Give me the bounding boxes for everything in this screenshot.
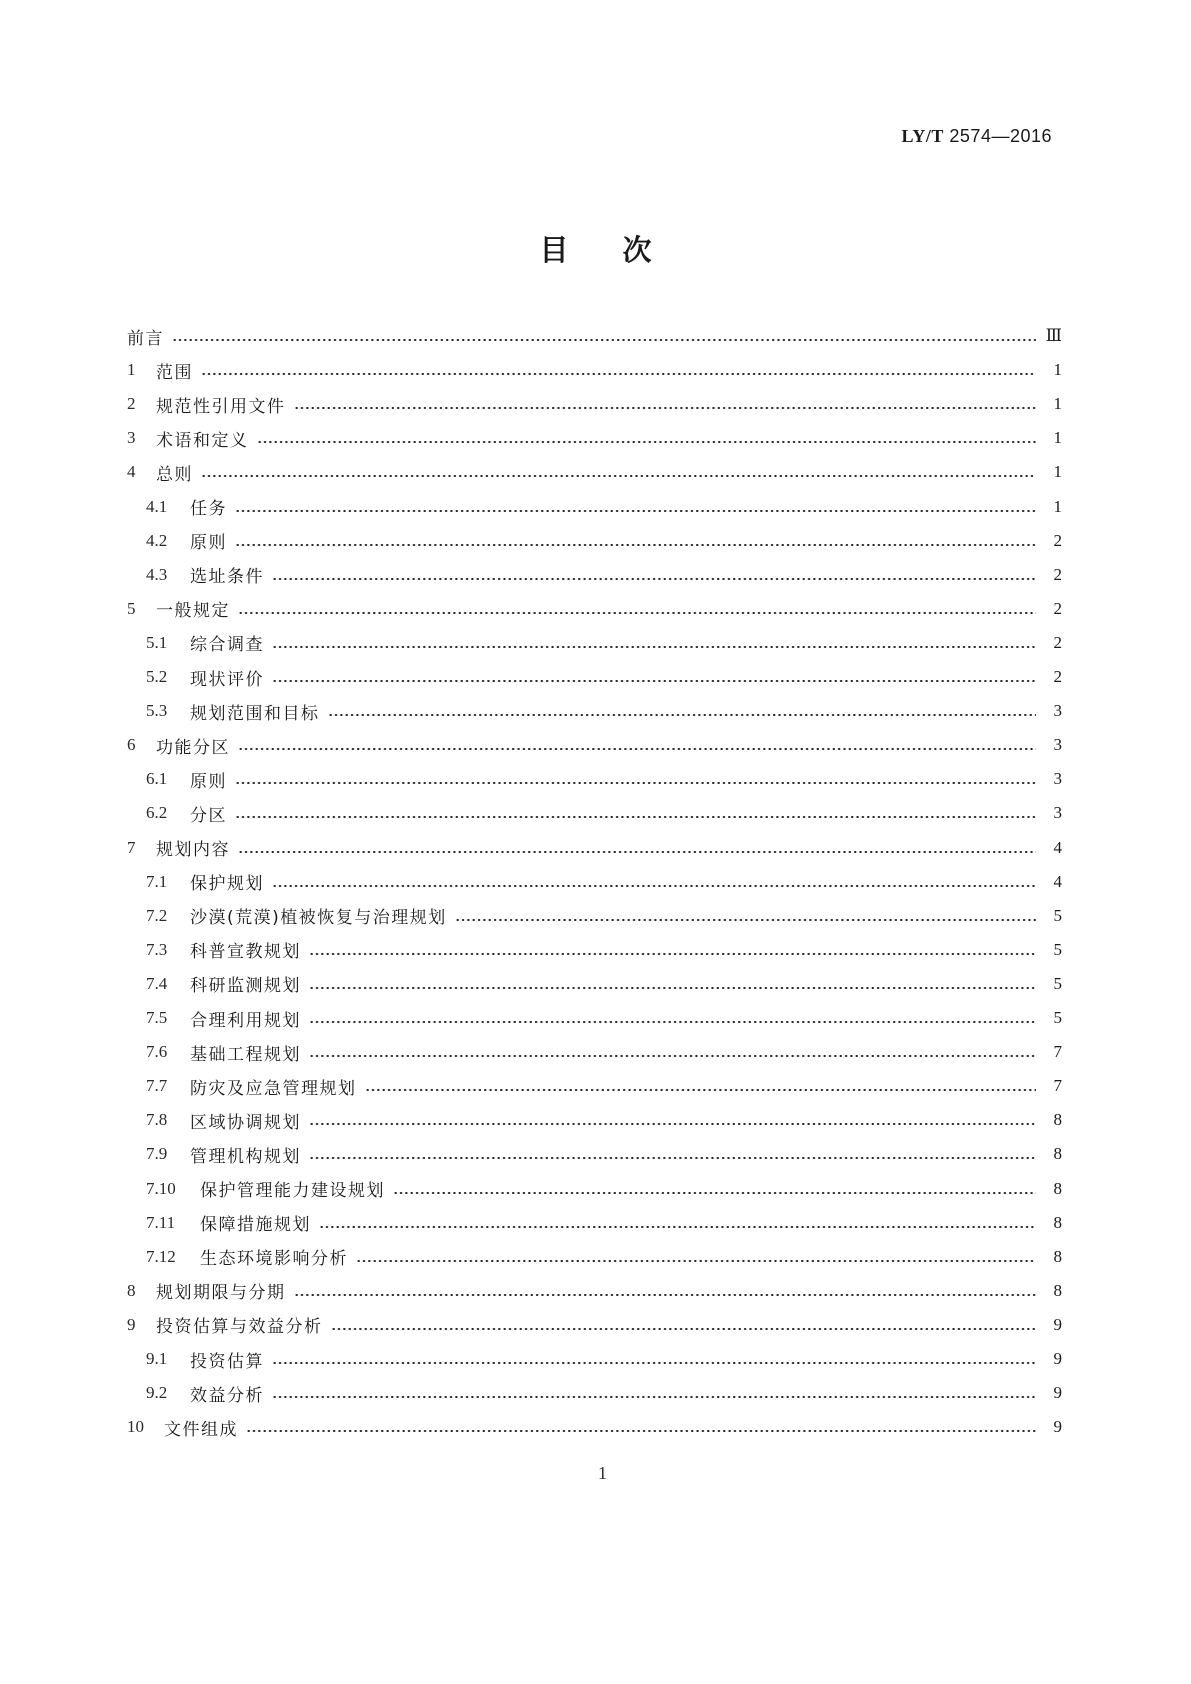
dot-leader (272, 1396, 1036, 1398)
toc-entry-number: 7.5 (146, 1008, 168, 1027)
standard-prefix: LY/T (901, 126, 944, 146)
toc-entry-page: 8 (1053, 1280, 1062, 1300)
toc-entry-page: 2 (1053, 667, 1062, 686)
toc-entry-label: 生态环境影响分析 (200, 1249, 348, 1270)
toc-entry[interactable] (0, 1004, 1191, 1032)
page-number: 1 (598, 1463, 607, 1483)
dot-leader (246, 1430, 1036, 1432)
toc-entry[interactable] (0, 458, 1191, 486)
toc-entry[interactable] (0, 1209, 1191, 1237)
toc-entry-label: 基础工程规划 (190, 1044, 301, 1065)
dot-leader (455, 919, 1036, 921)
dot-leader (235, 544, 1036, 546)
dot-leader (238, 851, 1036, 853)
toc-entry[interactable] (0, 390, 1191, 418)
toc-entry-page: 9 (1053, 1417, 1062, 1437)
toc-entry-number: 9.1 (146, 1349, 168, 1368)
dot-leader (294, 407, 1037, 409)
toc-entry[interactable] (0, 936, 1191, 964)
toc-entry-page: 5 (1053, 939, 1062, 959)
toc-entry-page: 8 (1053, 1144, 1062, 1164)
toc-entry[interactable] (0, 902, 1191, 930)
dot-leader (238, 748, 1036, 750)
toc-entry-number: 1 (127, 360, 136, 380)
dot-leader (235, 816, 1036, 818)
toc-entry-number: 5.3 (146, 701, 168, 721)
toc-entry-number: 8 (127, 1280, 136, 1300)
toc-entry-number: 2 (127, 394, 136, 414)
toc-entry-page: 1 (1053, 360, 1062, 380)
toc-entry[interactable] (0, 1106, 1191, 1134)
standard-code (902, 126, 1052, 147)
toc-entry[interactable] (0, 834, 1191, 862)
toc-entry-page: 5 (1053, 905, 1062, 925)
dot-leader (257, 441, 1037, 443)
dot-leader (201, 373, 1036, 375)
toc-entry-number: 9 (127, 1314, 136, 1334)
toc-entry-page: 2 (1053, 598, 1062, 618)
toc-entry-label: 前言 (127, 328, 164, 349)
toc-entry-label: 管理机构规划 (190, 1146, 301, 1167)
toc-entry-label: 功能分区 (156, 737, 230, 758)
dot-leader (328, 714, 1037, 716)
dot-leader (235, 510, 1036, 512)
toc-entry-label: 沙漠(荒漠)植被恢复与治理规划 (190, 908, 447, 929)
toc-entry-number: 4 (127, 462, 136, 482)
toc-entry[interactable] (0, 424, 1191, 452)
toc-entry-number: 5.1 (146, 632, 168, 652)
toc-entry-label: 原则 (190, 771, 227, 792)
dot-leader (272, 578, 1036, 580)
dot-leader (309, 987, 1036, 989)
toc-entry-page: 8 (1053, 1110, 1062, 1130)
toc-entry-page: 9 (1053, 1314, 1062, 1334)
toc-entry-label: 科研监测规划 (190, 976, 301, 997)
toc-title: 目次 (539, 233, 706, 267)
toc-entry-number: 5 (127, 598, 136, 618)
toc-entry-number: 7.10 (146, 1178, 176, 1198)
toc-entry-number: 9.2 (146, 1383, 168, 1403)
dot-leader (309, 1123, 1036, 1125)
toc-entry-label: 保护管理能力建设规划 (200, 1181, 385, 1201)
toc-entry-page: 8 (1053, 1212, 1062, 1232)
toc-entry-number: 7.1 (146, 871, 168, 891)
toc-entry-number: 7.4 (146, 973, 168, 993)
dot-leader (172, 339, 1036, 341)
standard-number: 2574—2016 (949, 126, 1052, 146)
toc-entry-page: 3 (1053, 803, 1062, 823)
dot-leader (309, 1055, 1036, 1057)
toc-entry-page: 1 (1053, 496, 1062, 516)
toc-entry-label: 保障措施规划 (200, 1215, 311, 1236)
toc-entry-label: 范围 (156, 362, 193, 383)
dot-leader (272, 885, 1036, 887)
toc-entry-number: 6.2 (146, 803, 168, 823)
toc-entry-page: 1 (1053, 428, 1062, 448)
toc-entry-page: 2 (1053, 632, 1062, 652)
dot-leader (309, 1021, 1036, 1023)
toc-entry[interactable] (0, 493, 1191, 521)
toc-entry[interactable] (0, 322, 1191, 350)
toc-entry-number: 7.7 (146, 1076, 168, 1096)
toc-entry-number: 7.2 (146, 905, 168, 925)
toc-entry-label: 效益分析 (190, 1385, 264, 1406)
toc-entry-number: 7.8 (146, 1110, 168, 1130)
dot-leader (331, 1328, 1037, 1330)
dot-leader (309, 953, 1036, 955)
toc-entry[interactable] (0, 1038, 1191, 1066)
toc-entry[interactable] (0, 1277, 1191, 1305)
toc-entry-page: 3 (1053, 769, 1062, 789)
toc-entry-page: 4 (1053, 837, 1062, 857)
dot-leader (272, 680, 1036, 682)
toc-entry-page: 1 (1053, 394, 1062, 414)
toc-entry-number: 7.12 (146, 1246, 176, 1266)
toc-entry-number: 4.2 (146, 530, 168, 550)
toc-entry-label: 一般规定 (156, 601, 230, 622)
dot-leader (238, 612, 1036, 614)
toc-entry-page: 3 (1053, 735, 1062, 755)
toc-entry-label: 总则 (156, 464, 193, 485)
toc-entry[interactable] (0, 629, 1191, 657)
toc-entry-page: 5 (1053, 973, 1062, 993)
toc-entry-label: 科普宣教规划 (190, 942, 301, 963)
toc-entry-page: 3 (1053, 701, 1062, 721)
toc-entry[interactable] (0, 1140, 1191, 1168)
toc-entry[interactable] (0, 1311, 1191, 1339)
toc-entry-page: 2 (1053, 564, 1062, 584)
toc-entry-page: 9 (1053, 1383, 1062, 1403)
toc-entry-number: 10 (127, 1417, 144, 1437)
toc-entry-page: 5 (1053, 1008, 1062, 1027)
toc-entry[interactable] (0, 970, 1191, 998)
toc-entry-number: 7 (127, 837, 136, 857)
toc-entry-label: 综合调查 (190, 635, 264, 656)
toc-entry[interactable] (0, 1379, 1191, 1407)
toc-entry-page: 9 (1053, 1349, 1062, 1368)
toc-entry[interactable] (0, 799, 1191, 827)
toc-entry-page: 4 (1053, 871, 1062, 891)
dot-leader (294, 1294, 1037, 1296)
toc-entry-label: 规划期限与分期 (156, 1283, 286, 1304)
toc-entry[interactable] (0, 527, 1191, 555)
toc-entry-label: 防灾及应急管理规划 (190, 1078, 357, 1099)
toc-entry[interactable] (0, 1072, 1191, 1100)
dot-leader (235, 782, 1036, 784)
toc-entry-page: 2 (1053, 530, 1062, 550)
toc-entry[interactable] (0, 663, 1191, 691)
toc-entry-number: 5.2 (146, 667, 168, 686)
dot-leader (272, 1362, 1036, 1364)
toc-entry-label: 投资估算与效益分析 (156, 1317, 323, 1338)
toc-entry-number: 7.11 (146, 1212, 176, 1232)
toc-entry-page: 8 (1053, 1246, 1062, 1266)
toc-entry-page: 1 (1053, 462, 1062, 482)
toc-entry-label: 投资估算 (190, 1351, 264, 1372)
toc-entry-label: 分区 (190, 805, 227, 826)
dot-leader (319, 1226, 1036, 1228)
toc-entry-number: 4.3 (146, 564, 168, 584)
toc-entry[interactable] (0, 1413, 1191, 1441)
toc-entry[interactable] (0, 356, 1191, 384)
toc-entry-label: 规划内容 (156, 840, 230, 860)
toc-entry-label: 规范性引用文件 (156, 396, 286, 417)
toc-entry-label: 文件组成 (164, 1419, 238, 1440)
toc-entry-label: 原则 (190, 533, 227, 554)
toc-entry[interactable] (0, 1243, 1191, 1271)
toc-entry-label: 任务 (190, 499, 227, 519)
toc-entry[interactable] (0, 731, 1191, 759)
toc-entry-number: 3 (127, 428, 136, 448)
toc-entry-label: 保护规划 (190, 874, 264, 895)
toc-entry[interactable] (0, 868, 1191, 896)
toc-entry-number: 7.3 (146, 939, 168, 959)
toc-entry-label: 现状评价 (190, 669, 264, 690)
toc-entry-page: 7 (1053, 1042, 1062, 1062)
toc-entry[interactable] (0, 595, 1191, 623)
toc-entry[interactable] (0, 697, 1191, 725)
toc-entry-label: 术语和定义 (156, 430, 249, 451)
toc-entry-number: 4.1 (146, 496, 168, 516)
toc-entry-label: 区域协调规划 (190, 1112, 301, 1133)
dot-leader (309, 1157, 1036, 1159)
toc-entry-number: 7.6 (146, 1042, 168, 1062)
dot-leader (356, 1260, 1036, 1262)
toc-entry[interactable] (0, 765, 1191, 793)
toc-entry[interactable] (0, 1345, 1191, 1373)
toc-entry-label: 选址条件 (190, 567, 264, 588)
toc-entry-label: 规划范围和目标 (190, 703, 320, 724)
toc-entry-page: 8 (1053, 1178, 1062, 1198)
toc-entry-number: 6 (127, 735, 136, 755)
toc-entry-page: Ⅲ (1045, 326, 1062, 345)
toc-entry-number: 7.9 (146, 1144, 168, 1164)
dot-leader (201, 475, 1036, 477)
toc-entry-number: 6.1 (146, 769, 168, 789)
dot-leader (393, 1192, 1036, 1194)
toc-entry-page: 7 (1053, 1076, 1062, 1096)
toc-entry[interactable] (0, 1175, 1191, 1203)
dot-leader (365, 1089, 1037, 1091)
dot-leader (272, 646, 1036, 648)
toc-entry[interactable] (0, 561, 1191, 589)
toc-entry-label: 合理利用规划 (190, 1010, 301, 1031)
